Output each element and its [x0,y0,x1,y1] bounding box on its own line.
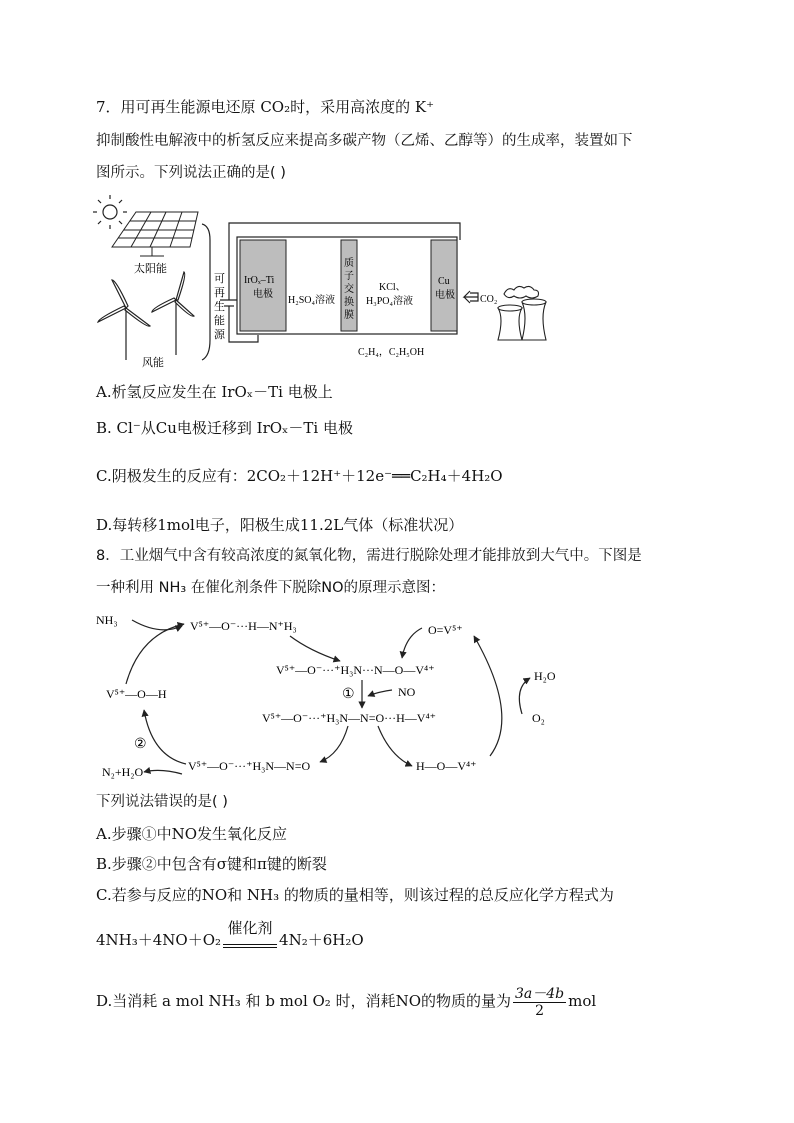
fraction-numerator: 3a－4b [515,985,565,1002]
anolyte-label: H₂SO₄溶液 [288,295,335,306]
arrow-bottom-to-left [144,710,186,764]
svg-text:可: 可 [214,273,225,285]
o2-label: O₂ [532,711,545,725]
q8-question: 下列说法错误的是( ) [96,794,228,810]
arrow-o2-h2o [519,678,530,714]
electrolysis-diagram [90,190,550,370]
species-mid2: V⁵⁺—O⁻···⁺H₃N—N=O···H—V⁴⁺ [262,711,436,725]
q8-stem-line1: 8．工业烟气中含有较高浓度的氮氧化物，需进行脱除处理才能排放到大气中。下图是 [96,548,642,564]
option-d-suffix: mol [568,992,597,1010]
fraction-denominator: 2 [535,1002,545,1019]
solar-label: 太阳能 [134,262,167,275]
svg-text:交: 交 [344,284,354,295]
arrow-hov-to-ovd [474,636,502,756]
q8-option-a: A.步骤①中NO发生氧化反应 [96,825,288,843]
q7-option-b: B. Cl⁻从Cu电极迁移到 IrOₓ－Ti 电极 [96,419,353,437]
q7-option-c: C.阴极发生的反应有：2CO₂＋12H⁺＋12e⁻══C₂H₄＋4H₂O [96,467,503,485]
arrow-n2-out [144,770,182,774]
q8-option-c-equation [96,920,364,954]
q8-stem-line2: 一种利用 NH₃ 在催化剂条件下脱除NO的原理示意图： [96,580,446,596]
svg-text:子: 子 [344,271,354,282]
solar-panel-icon [112,212,198,256]
step2-label: ② [134,737,147,752]
catalyst-condition [221,920,279,950]
membrane-label [344,256,354,321]
arrow-mid2-to-bottom [320,726,348,762]
arrow-left-up [126,624,184,684]
q7-stem-line2: 抑制酸性电解液中的析氢反应来提高多碳产物（乙烯、乙醇等）的生成率，装置如下 [96,133,633,149]
equation-right: 4N₂＋6H₂O [279,931,364,949]
species-ovd: O=V⁵⁺ [428,623,463,637]
co2-inlet-arrow [464,291,478,303]
arrow-ovd-to-mid1 [402,628,422,658]
species-bottom: V⁵⁺—O⁻···⁺H₃N—N=O [188,759,311,773]
q7-stem-line3: 图所示。下列说法正确的是( ) [96,165,286,181]
catholyte-label-1: KCl、 [379,282,406,293]
svg-text:再: 再 [214,287,225,299]
svg-text:换: 换 [344,297,354,308]
species-mid1: V⁵⁺—O⁻···⁺H₃N···N—O—V⁴⁺ [276,663,435,677]
q8-option-c: C.若参与反应的NO和 NH₃ 的物质的量相等，则该过程的总反应化学方程式为 [96,886,614,904]
h2o-label: H₂O [534,669,556,683]
q7-stem-line1: 7．用可再生能源电还原 CO₂时，采用高浓度的 K⁺ [96,98,434,116]
cathode-label-1: Cu [438,276,450,287]
sun-icon [93,195,127,229]
svg-text:能: 能 [214,315,225,327]
species-hov: H—O—V⁴⁺ [416,759,477,773]
species-top: V⁵⁺—O⁻···H—N⁺H₃ [190,619,297,633]
svg-text:源: 源 [214,329,225,341]
step1-label: ① [342,687,355,702]
svg-text:质: 质 [344,258,354,269]
arrow-top-to-mid1 [290,636,340,661]
anode-label-1: IrOₓ–Ti [244,275,275,286]
catholyte-label-2: H₃PO₄溶液 [366,296,413,307]
q7-option-d: D.每转移1mol电子，阳极生成11.2L气体（标准状况） [96,516,464,534]
n2-h2o-label: N₂+H₂O [102,765,144,779]
option-d-prefix: D.当消耗 a mol NH₃ 和 b mol O₂ 时，消耗NO的物质的量为 [96,992,512,1010]
species-left: V⁵⁺—O—H [106,687,167,701]
equation-left: 4NH₃＋4NO＋O₂ [96,931,222,949]
anode-label-2: 电极 [253,289,273,300]
svg-text:生: 生 [214,301,225,313]
q8-option-b: B.步骤②中包含有σ键和π键的断裂 [96,855,327,873]
wind-label: 风能 [142,356,164,369]
factory-icon [498,286,546,340]
arrow-mid2-to-hov [378,726,412,766]
no-label: NO [398,685,416,699]
wind-turbine-icon [98,272,194,360]
denitration-cycle-diagram [90,606,590,786]
svg-text:膜: 膜 [344,310,354,321]
nh3-label: NH₃ [96,613,118,627]
products-label: C₂H₄，C₂H₅OH [358,347,425,358]
catalyst-label: 催化剂 [227,919,273,937]
arrow-no-in [368,690,392,696]
co2-label: CO₂ [480,294,498,305]
q7-option-a: A.析氢反应发生在 IrOₓ－Ti 电极上 [96,383,333,401]
arrow-nh3-in [132,620,182,630]
cathode-label-2: 电极 [435,290,455,301]
q8-option-d [96,980,596,1022]
option-d-fraction [513,986,566,1019]
